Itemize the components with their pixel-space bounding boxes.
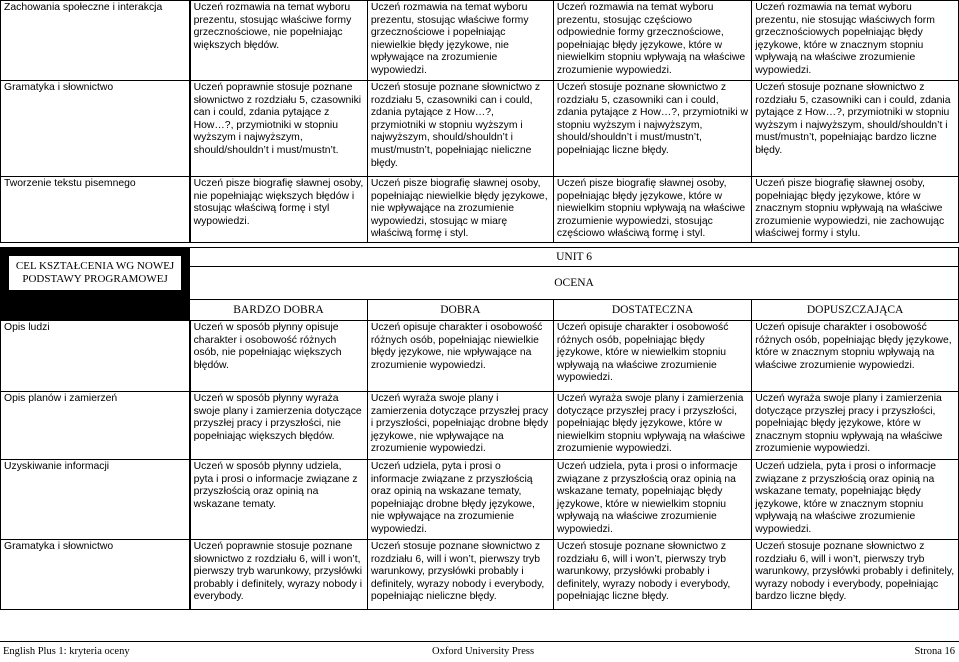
criteria-cell-dostateczna: Uczeń wyraża swoje plany i zamierzenia dotyczące przyszłej pracy i przyszłości, popełniając błędy językowe, które w niewielkim stopniu wpływają na właściwe zrozumienie wypowiedzi. <box>553 392 751 460</box>
criteria-table-unit6 <box>0 247 959 610</box>
criteria-cell-dobra: Uczeń wyraża swoje plany i zamierzenia dotyczące przyszłej pracy i przyszłości, popełniając drobne błędy językowe, nie wpływające na zrozumienie wypowiedzi. <box>367 392 553 460</box>
criteria-cell-bardzo-dobra: Uczeń w sposób płynny udziela, pyta i prosi o informacje związane z przyszłością oraz opinią na wskazane tematy. <box>190 460 368 540</box>
criteria-cell-bardzo-dobra: Uczeń rozmawia na temat wyboru prezentu, stosując właściwe formy grzecznościowe, nie popełniając większych błędów. <box>190 1 368 81</box>
category-label: Gramatyka i słownictwo <box>1 81 190 177</box>
criteria-cell-dostateczna: Uczeń pisze biografię sławnej osoby, popełniając błędy językowe, które w niewielkim stopniu wpływają na właściwe zrozumienie wypowiedzi, stosując częściowo właściwą formę i styl. <box>553 177 751 243</box>
cel-header-cell <box>1 248 190 321</box>
criteria-cell-dopuszczajaca: Uczeń stosuje poznane słownictwo z rozdziału 6, will i won’t, pierwszy tryb warunkowy, przysłówki probably i definitely, wyrazy nobody i everybody, popełniając bardzo liczne błędy. <box>752 540 959 610</box>
table-row <box>1 392 959 460</box>
criteria-cell-dostateczna: Uczeń udziela, pyta i prosi o informacje związane z przyszłością oraz opinią na wskazane tematy, popełniając błędy językowe, które w niewielkim stopniu wpływają na właściwe zrozumienie wypowiedzi. <box>553 460 751 540</box>
criteria-cell-dostateczna: Uczeń opisuje charakter i osobowość różnych osób, popełniając błędy językowe, które w niewielkim stopniu wpływają na właściwe zrozumienie wypowiedzi. <box>553 321 751 392</box>
grade-label-dopuszczajaca: DOPUSZCZAJĄCA <box>752 300 959 321</box>
criteria-cell-dopuszczajaca: Uczeń opisuje charakter i osobowość różnych osób, popełniając błędy językowe, które w znacznym stopniu wpływają na właściwe zrozumienie wypowiedzi. <box>752 321 959 392</box>
criteria-cell-dopuszczajaca: Uczeń wyraża swoje plany i zamierzenia dotyczące przyszłej pracy i przyszłości, popełniając błędy językowe, które w znacznym stopniu wpływają na właściwe zrozumienie wypowiedzi. <box>752 392 959 460</box>
grade-label-bardzo-dobra: BARDZO DOBRA <box>190 300 368 321</box>
footer-left: English Plus 1: kryteria oceny <box>3 646 130 657</box>
grade-label-dobra: DOBRA <box>367 300 553 321</box>
criteria-cell-dobra: Uczeń opisuje charakter i osobowość różnych osób, popełniając niewielkie błędy językowe, nie wpływające na zrozumienie wypowiedzi. <box>367 321 553 392</box>
category-label: Uzyskiwanie informacji <box>1 460 190 540</box>
category-label: Gramatyka i słownictwo <box>1 540 190 610</box>
criteria-cell-dopuszczajaca: Uczeń udziela, pyta i prosi o informacje związane z przyszłością oraz opinią na wskazane tematy, popełniając błędy językowe, które w znacznym stopniu wpływają na właściwe zrozumienie wypowiedzi. <box>752 460 959 540</box>
table-row <box>1 177 959 243</box>
criteria-cell-dobra: Uczeń rozmawia na temat wyboru prezentu, stosując właściwe formy grzecznościowe i popełniając niewielkie błędy językowe, nie wpływające na zrozumienie wypowiedzi. <box>367 1 553 81</box>
table-row <box>1 321 959 392</box>
criteria-cell-bardzo-dobra: Uczeń w sposób płynny wyraża swoje plany i zamierzenia dotyczące przyszłej pracy i przyszłości, nie popełniając większych błędów. <box>190 392 368 460</box>
criteria-cell-bardzo-dobra: Uczeń w sposób płynny opisuje charakter i osobowość różnych osób, nie popełniając większych błędów. <box>190 321 368 392</box>
footer-page-number: Strona 16 <box>914 646 955 657</box>
criteria-cell-dopuszczajaca: Uczeń rozmawia na temat wyboru prezentu, nie stosując właściwych form grzecznościowych popełniając błędy językowe, które w znacznym stopniu wpływają na właściwe zrozumienie wypowiedzi. <box>752 1 959 81</box>
criteria-cell-dopuszczajaca: Uczeń pisze biografię sławnej osoby, popełniając błędy językowe, które w znacznym stopniu wpływają na właściwe zrozumienie wypowiedzi, nie zachowując właściwej formy i stylu. <box>752 177 959 243</box>
grade-label-dostateczna: DOSTATECZNA <box>553 300 751 321</box>
ocena-label: OCENA <box>190 267 959 300</box>
category-label: Opis planów i zamierzeń <box>1 392 190 460</box>
category-label: Zachowania społeczne i interakcja <box>1 1 190 81</box>
category-label: Tworzenie tekstu pisemnego <box>1 177 190 243</box>
criteria-cell-bardzo-dobra: Uczeń poprawnie stosuje poznane słownictwo z rozdziału 5, czasowniki can i could, zdania pytające z How…?, przymiotniki w stopniu wyższym i najwyższym, should/shouldn’t i must/mustn’t. <box>190 81 368 177</box>
criteria-cell-bardzo-dobra: Uczeń pisze biografię sławnej osoby, nie popełniając większych błędów i stosując właściwą formę i styl wypowiedzi. <box>190 177 368 243</box>
criteria-cell-dobra: Uczeń pisze biografię sławnej osoby, popełniając niewielkie błędy językowe, nie wpływające na zrozumienie wypowiedzi, stosując w miarę właściwą formę i styl. <box>367 177 553 243</box>
criteria-cell-dostateczna: Uczeń rozmawia na temat wyboru prezentu, stosując częściowo odpowiednie formy grzecznościowe, popełniając błędy językowe, które w niewielkim stopniu wpływają na właściwe zrozumienie wypowiedzi. <box>553 1 751 81</box>
cel-label: CEL KSZTAŁCENIA WG NOWEJ PODSTAWY PROGRAMOWEJ <box>8 255 182 291</box>
criteria-cell-dostateczna: Uczeń stosuje poznane słownictwo z rozdziału 5, czasowniki can i could, zdania pytające z How…?, przymiotniki w stopniu wyższym i najwyższym, should/shouldn’t i must/mustn’t, popełniając liczne błędy. <box>553 81 751 177</box>
criteria-cell-dostateczna: Uczeń stosuje poznane słownictwo z rozdziału 6, will i won’t, pierwszy tryb warunkowy, przysłówki probably i definitely, wyrazy nobody i everybody, popełniając liczne błędy. <box>553 540 751 610</box>
table-row <box>1 540 959 610</box>
footer-center: Oxford University Press <box>432 646 535 657</box>
table-row <box>1 81 959 177</box>
table-row <box>1 460 959 540</box>
criteria-cell-dobra: Uczeń udziela, pyta i prosi o informacje związane z przyszłością oraz opinią na wskazane tematy, popełniając drobne błędy językowe, nie wpływające na zrozumienie wypowiedzi. <box>367 460 553 540</box>
criteria-cell-dopuszczajaca: Uczeń stosuje poznane słownictwo z rozdziału 5, czasowniki can i could, zdania pytające z How…?, przymiotniki w stopniu wyższym i najwyższym, should/shouldn’t i must/mustn’t, popełniając bardzo liczne błędy. <box>752 81 959 177</box>
criteria-cell-dobra: Uczeń stosuje poznane słownictwo z rozdziału 6, will i won’t, pierwszy tryb warunkowy, przysłówki probably i definitely, wyrazy nobody i everybody, popełniając nieliczne błędy. <box>367 540 553 610</box>
criteria-table-unit5 <box>0 0 959 243</box>
unit-label: UNIT 6 <box>190 248 959 267</box>
page-footer <box>0 641 959 662</box>
criteria-cell-bardzo-dobra: Uczeń poprawnie stosuje poznane słownictwo z rozdziału 6, will i won’t, pierwszy tryb warunkowy, przysłówki probably i definitely, wyrazy nobody i everybody. <box>190 540 368 610</box>
category-label: Opis ludzi <box>1 321 190 392</box>
unit-header-row <box>1 248 959 267</box>
table-row <box>1 1 959 81</box>
criteria-cell-dobra: Uczeń stosuje poznane słownictwo z rozdziału 5, czasowniki can i could, zdania pytające z How…?, przymiotniki w stopniu wyższym i najwyższym, should/shouldn’t i must/mustn’t, popełniając nieliczne błędy. <box>367 81 553 177</box>
